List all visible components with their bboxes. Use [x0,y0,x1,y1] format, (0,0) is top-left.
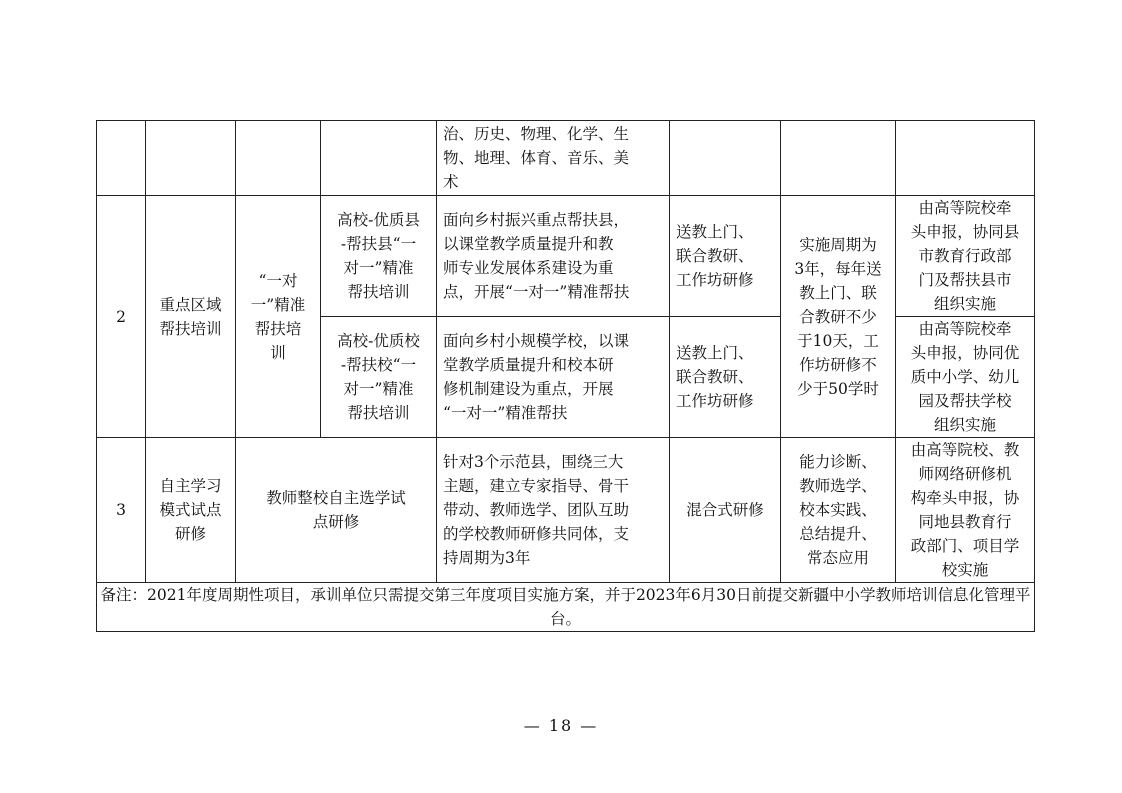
subproject-cell: 高校-优质县 -帮扶县“一 对一”精准 帮扶培训 [321,196,437,317]
content-cell: 面向乡村振兴重点帮扶县， 以课堂教学质量提升和教 师专业发展体系建设为重 点，开展“一对一”精准帮扶 [437,196,670,317]
row-number: 3 [97,438,146,583]
table-row [97,438,1035,583]
table-cell [437,121,670,196]
subproject-cell: 高校-优质校 -帮扶校“一 对一”精准 帮扶培训 [321,317,437,438]
project-cell: “一对 一”精准 帮扶培 训 [236,196,321,438]
content-cell: 针对3个示范县，围绕三大 主题，建立专家指导、骨干 带动、教师选学、团队互助 的学校教师研修共同体，支 持周期为3年 [437,438,670,583]
table-cell [781,121,896,196]
table-row [97,121,1035,196]
table-row [97,583,1035,632]
org-cell: 由高等院校牵 头申报，协同优 质中小学、幼儿 园及帮扶学校 组织实施 [896,317,1035,438]
period-cell: 能力诊断、 教师选学、 校本实践、 总结提升、 常态应用 [781,438,896,583]
table-cell [97,121,146,196]
content-cell: 治、历史、物理、化学、生 物、地理、体育、音乐、美 术 [443,125,630,191]
mode-cell: 混合式研修 [670,438,781,583]
table-row [97,196,1035,317]
mode-cell: 送教上门、 联合教研、 工作坊研修 [670,196,781,317]
page-number: — 18 — [523,716,599,735]
mode-cell: 送教上门、 联合教研、 工作坊研修 [670,317,781,438]
row-number: 2 [97,196,146,438]
content-cell: 面向乡村小规模学校，以课 堂教学质量提升和校本研 修机制建设为重点，开展 “一对一”精准帮扶 [437,317,670,438]
table-cell [236,121,321,196]
org-cell: 由高等院校牵 头申报，协同县 市教育行政部 门及帮扶县市 组织实施 [896,196,1035,317]
table-cell [146,121,236,196]
table-cell [896,121,1035,196]
project-cell: 教师整校自主选学试 点研修 [236,438,437,583]
project-table [96,120,1035,632]
table-cell [670,121,781,196]
org-cell: 由高等院校、教 师网络研修机 构牵头申报，协 同地县教育行 政部门、项目学 校实施 [896,438,1035,583]
period-cell: 实施周期为 3年，每年送 教上门、联 合教研不少 于10天，工 作坊研修不 少于50学时 [781,196,896,438]
category-cell: 自主学习 模式试点 研修 [146,438,236,583]
category-cell: 重点区域 帮扶培训 [146,196,236,438]
table-cell [321,121,437,196]
remark-note: 备注：2021年度周期性项目，承训单位只需提交第三年度项目实施方案，并于2023年6月30日前提交新疆中小学教师培训信息化管理平台。 [97,583,1035,632]
